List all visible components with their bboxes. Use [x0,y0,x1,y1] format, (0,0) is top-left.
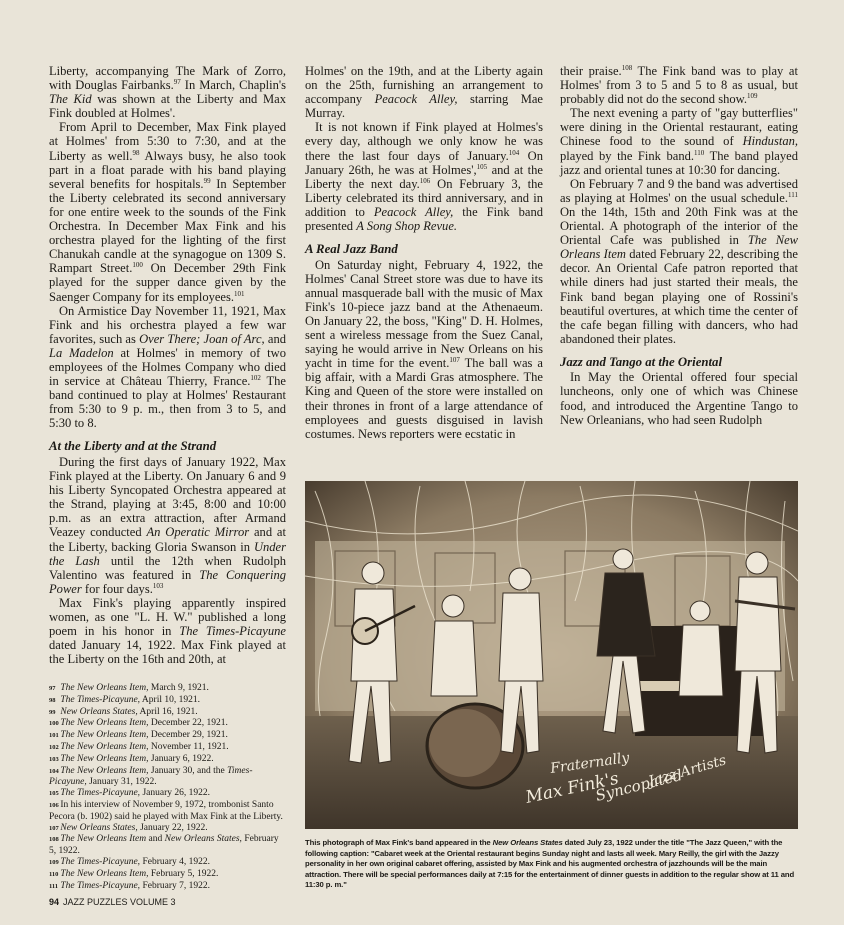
footnote: 98 The Times-Picayune, April 10, 1921. [49,694,200,705]
band-photo-illustration [305,481,798,829]
footnote: 102 The New Orleans Item, November 11, 1921. [49,741,229,752]
footnote: 103 The New Orleans Item, January 6, 1922. [49,753,214,764]
paragraph: From April to December, Max Fink played at Holmes' from 5:30 to 7:30, and at the Liberty as well.$^{98}$ Always busy, he also took part in a float parade with his band playing several benefits for hospitals.$^{99}$ In September the Liberty celebrated its second anniversary for one entire week to the sounds of the Fink Orchestra. In December Max Fink and his orchestra played for the lighting of the first Chanukah candle at the synagogue on 1309 S. Rampart Street.$^{100}$ On December 29th Fink played for the supper dance given by the Saenger Company for its employees.$^{101}$ [49,120,286,304]
paragraph: During the first days of January 1922, Max Fink played at the Liberty. On January 6 and 9 his Liberty Syncopated Orchestra appeared at the Strand, playing at 3:45, 8:00 and 10:00 p.m. as an extra attraction, after Armand Veazey conducted An Operatic Mirror and at the Liberty, backing Gloria Swanson in Under the Lash until the 12th when Rudolph Valentino was featured in The Conquering Power for four days.$^{103}$ [49,454,286,596]
footnote-ref: 109 [747,92,758,101]
section-heading: A Real Jazz Band [305,242,398,257]
footnote-ref: 104 [508,148,520,157]
footnote: 104 The New Orleans Item, January 30, and the Times-Picayune, January 31, 1922. [49,765,253,788]
footnote-ref: 102 [250,373,261,382]
footnote-ref: 101 [234,289,245,298]
paragraph: Holmes' on the 19th, and at the Liberty again on the 25th, furnishing an arrangement to accompany Peacock Alley, starring Mae Murray. [305,64,543,121]
section-heading: Jazz and Tango at the Oriental [560,354,723,369]
page-number: 94 [49,897,60,907]
footnote: 111 The Times-Picayune, February 7, 1922. [49,880,210,891]
footnote-ref: 105 [476,162,488,171]
footnote-ref: 108 [621,63,633,72]
footnote-ref: 106 [419,176,431,185]
photo-caption: This photograph of Max Fink's band appeared in the New Orleans States dated July 23, 1922 under the title "The Jazz Queen," with the following caption: "Cabaret week at the Oriental restaurant begins Sunday night and lasts all week. Mary Reilly, the girl with the Jazzy personality in her own original cabaret offering, assisted by Max Fink and his augmented orchestra of jazzhounds will be the main attraction. There will be special performances daily at 7:15 for the entertainment of dinner guests in addition to the regular show at 11 and 11:30 p. m." [305,838,795,889]
paragraph: In May the Oriental offered four special luncheons, only one of which was Chinese food, and introduced the Argentine Tango to New Orleanians, who had seen Rudolph [560,370,798,427]
publication-title: JAZZ PUZZLES VOLUME 3 [63,897,176,907]
footnote-ref: 107 [449,356,460,365]
paragraph: Liberty, accompanying The Mark of Zorro, with Douglas Fairbanks.$^{97}$ In March, Chaplin's The Kid was shown at the Liberty and Max Fink doubled at Holmes'. [49,64,286,121]
text-column-3 [560,64,798,427]
footnote-ref: 111 [788,190,798,199]
footnote-ref: 99 [203,176,211,185]
photo-inscription-line-3: Syncopated [593,765,685,805]
footnote: 97 The New Orleans Item, March 9, 1921. [49,683,209,693]
footnote: 99 New Orleans States, April 16, 1921. [49,706,198,717]
paragraph: On February 7 and 9 the band was advertised as playing at Holmes' on the usual schedule.$^{111}$ On the 14th, 15th and 20th Fink was at the Oriental. A photograph of the interior of the Oriental Cafe was published in The New Orleans Item dated February 22, describing the decor. An Oriental Cafe patron reported that while diners had just started their meals, the Fink band began playing one of Rossini's beautiful overtures, at which time the center of the cafe began filling with dancers, who had abandoned their plates. [560,176,799,346]
footnote: 109 The Times-Picayune, February 4, 1922. [49,856,210,867]
text-column-2 [305,64,543,441]
footnote: 106 In his interview of November 9, 1972, trombonist Santo Pecora (b. 1902) said he played with Max Fink at the Liberty. [49,799,283,822]
footnote: 100 The New Orleans Item, December 22, 1921. [49,718,228,729]
paragraph: The next evening a party of "gay butterflies" were dining in the Oriental restaurant, eating Chinese food to the sound of Hindustan, played by the Fink band.$^{110}$ The band played jazz and oriental tunes at 10:30 for dancing. [560,106,798,177]
footnote-ref: 110 [694,148,705,157]
paragraph: their praise.$^{108}$ The Fink band was to play at Holmes' from 3 to 5 and 5 to 8 as usual, but probably did not do the second show.$^{109}$ [560,63,798,107]
footnote-ref: 98 [132,148,140,157]
footnote: 108 The New Orleans Item and New Orleans States, February 5, 1922. [49,834,279,857]
footnote: 101 The New Orleans Item, December 29, 1921. [49,730,228,741]
footnote-ref: 100 [132,261,143,270]
photo-inscription-line-2: Max Fink's [523,768,621,808]
footnote-ref: 97 [173,77,181,86]
paragraph: On Armistice Day November 11, 1921, Max Fink and his orchestra played a few war favorites, such as Over There; Joan of Arc, and La Madelon at Holmes' in memory of two employees of the Holmes Company who died in service at Château Thierry, France.$^{102}$ The band continued to play at Holmes' Restaurant from 5:30 to 9 p. m., then from 3 to 5, and 5:30 to 8. [49,303,286,431]
paragraph: Max Fink's playing apparently inspired women, as one "L. H. W." published a long poem in his honor in The Times-Picayune dated January 14, 1922. Max Fink played at the Liberty on the 16th and 20th, at [49,595,286,667]
paragraph: It is not known if Fink played at Holmes's every day, although we only know he was there the last four days of January.$^{104}$ On January 26th, he was at Holmes',$^{105}$ and at the Liberty the next day.$^{106}$ On February 3, the Liberty celebrated its third anniversary, and in addition to Peacock Alley, the Fink band presented A Song Shop Revue. [305,120,544,234]
band-photograph [305,481,798,829]
footnote: 110 The New Orleans Item, February 5, 1922. [49,868,219,879]
photo-inscription-line-1: Fraternally [549,750,631,777]
photo-inscription-line-4: Jazz Artists [646,752,729,790]
section-heading: At the Liberty and at the Strand [49,439,217,454]
page-footer [49,897,176,907]
paragraph: On Saturday night, February 4, 1922, the Holmes' Canal Street store was due to have its annual masquerade ball with the music of Max Fink's 10-piece jazz band at the Athenaeum. On January 22, the boss, "King" D. H. Holmes, sent a wireless message from the Suez Canal, saying he would arrive in New Orleans on his yacht in time for the event.$^{107}$ The ball was a big affair, with a Mardi Gras atmosphere. The King and Queen of the store were installed on their thrones in front of a large attendance of employees and guests disguised in lavish costumes. News reporters were ecstatic in [305,257,543,441]
footnote: 105 The Times-Picayune, January 26, 1922. [49,788,210,799]
footnote-ref: 103 [152,581,164,590]
footnotes [49,683,286,892]
text-column-1 [49,64,286,666]
footnote: 107 New Orleans States, January 22, 1922. [49,822,208,833]
